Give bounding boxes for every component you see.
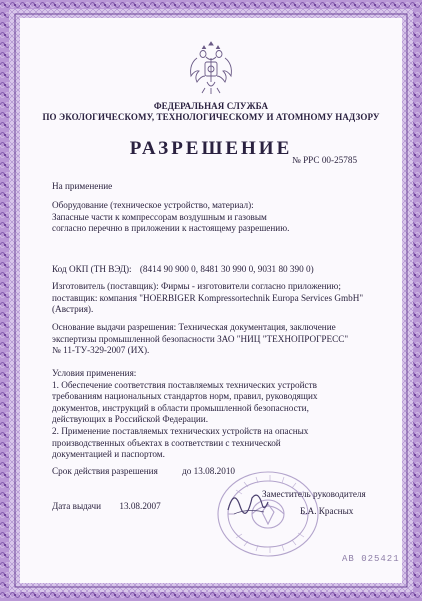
manufacturer-line-2: поставщик: компания "HOERBIGER Kompressortechnik Europa Services GmbH"	[52, 292, 364, 303]
agency-name-line2: ПО ЭКОЛОГИЧЕСКОМУ, ТЕХНОЛОГИЧЕСКОМУ И АТОМНОМУ НАДЗОРУ	[42, 112, 380, 122]
basis-line-2: экспертизы промышленной безопасности ЗАО "НИЦ "ТЕХНОПРОГРЕСС"	[52, 333, 349, 344]
permit-number: № РРС 00-25785	[292, 155, 358, 165]
condition-1-line-1: 1. Обеспечение соответствия поставляемых технических устройств	[52, 379, 317, 390]
condition-2-line-3: документацией и паспортом.	[52, 449, 165, 460]
basis-line-1: Основание выдачи разрешения: Техническая документация, заключение	[52, 322, 336, 332]
purpose-text: На применение	[52, 181, 113, 191]
double-headed-eagle-emblem	[187, 38, 235, 96]
manufacturer-block	[52, 281, 363, 316]
signatory-title: Заместитель руководителя	[262, 489, 366, 499]
issue-date: 13.08.2007	[119, 501, 161, 511]
validity-label: Срок действия разрешения	[52, 466, 158, 476]
conditions-block	[52, 368, 317, 461]
equipment-block	[52, 200, 289, 235]
condition-1-line-4: действующих в Российской Федерации.	[52, 414, 209, 425]
equipment-label: Оборудование (техническое устройство, материал):	[52, 200, 254, 210]
condition-1-line-2: требованиям национальных стандартов норм, правил, руководящих	[52, 391, 318, 402]
condition-2-line-2: производственных объектах в соответствии с технической	[52, 437, 281, 448]
issue-date-row	[52, 501, 161, 513]
conditions-title: Условия применения:	[52, 368, 137, 378]
issue-date-label: Дата выдачи	[52, 501, 102, 511]
basis-block	[52, 322, 348, 357]
form-serial-number: АВ 025421	[342, 554, 400, 564]
agency-name-line1: ФЕДЕРАЛЬНАЯ СЛУЖБА	[153, 101, 269, 111]
equipment-line-1: Запасные части к компрессорам воздушным и газовым	[52, 211, 267, 222]
basis-line-3: № 11-ТУ-329-2007 (ИХ).	[52, 345, 150, 356]
okp-label: Код ОКП (ТН ВЭД):	[52, 264, 132, 274]
signatory-name: Б.А. Красных	[300, 506, 354, 516]
equipment-line-2: согласно перечню в приложении к настоящему разрешению.	[52, 223, 290, 234]
validity-date: до 13.08.2010	[182, 466, 236, 476]
okp-value: (8414 90 900 0, 8481 30 990 0, 9031 80 390 0)	[139, 264, 314, 274]
condition-2-line-1: 2. Применение поставляемых технических устройств на опасных	[52, 425, 309, 436]
manufacturer-line-3: (Австрия).	[52, 304, 94, 315]
document-title: РАЗРЕШЕНИЕ	[129, 138, 293, 159]
okp-code-row	[52, 264, 314, 276]
validity-row	[52, 466, 235, 478]
manufacturer-line-1: Изготовитель (поставщик): Фирмы - изготовители согласно приложению;	[52, 281, 341, 291]
condition-1-line-3: документов, инструкций в области промышленной безопасности,	[52, 402, 309, 413]
